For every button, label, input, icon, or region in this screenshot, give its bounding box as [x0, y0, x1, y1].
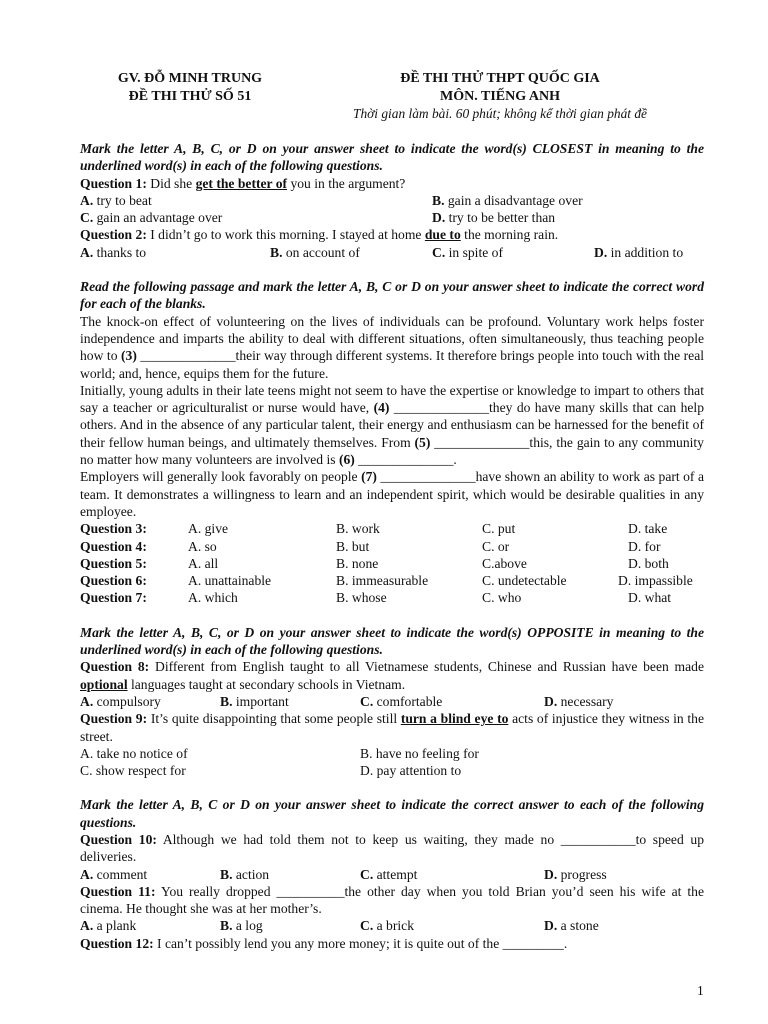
underlined-phrase: optional: [80, 676, 128, 692]
passage-paragraph-1: The knock-on effect of volunteering on the lives of individuals can be profound. Voluntary work helps foster independence and imparts the ability to deal with different situations, often simultaneously, thus teaching people how to (3) ______________their way through different systems. It therefore brings people into touch with the real world; and, hence, equips them for the future.: [80, 313, 705, 381]
question-4: Question 4: A. so B. but C. or D. for: [80, 538, 661, 554]
underlined-phrase: due to: [424, 227, 461, 243]
question-label: Question 1:: [80, 175, 147, 191]
question-5: Question 5: A. all B. none C.above D. both: [80, 555, 669, 571]
page-number: 1: [697, 983, 704, 998]
question-3: Question 3: A. give B. work C. put D. take: [80, 521, 668, 537]
question-8: Question 8: Different from English taught to all Vietnamese students, Chinese and Russian have been made optional languages taught at secondary schools in Vietnam.: [80, 659, 704, 692]
underlined-phrase: turn a blind eye to: [400, 711, 509, 727]
option-row: A. try to beat B. gain a disadvantage over: [80, 192, 583, 208]
question-11: Question 11: You really dropped __________the other day when you told Brian you’d seen his wife at the cinema. He thought she was at her mother’s.: [80, 883, 705, 917]
question-12: Question 12: I can’t possibly lend you any more money; it is quite out of the _________.: [80, 935, 568, 951]
question-9: Question 9: It’s quite disappointing that some people still turn a blind eye to acts of injustice they witness in the street.: [80, 711, 705, 744]
time-note: Thời gian làm bài. 60 phút; không kể thời gian phát đề: [353, 106, 647, 121]
question-1: Question 1: Did she get the better of you in the argument?: [80, 175, 406, 191]
header-right: [300, 70, 700, 123]
option-row: A. a plank B. a log C. a brick D. a stone: [80, 918, 599, 934]
exam-title: ĐỀ THI THỬ THPT QUỐC GIA: [400, 71, 600, 86]
option-row: A. thanks to B. on account of C. in spite of D. in addition to: [80, 244, 684, 260]
exam-content: [80, 140, 704, 952]
section-2-instruction: Read the following passage and mark the letter A, B, C or D on your answer sheet to indicate the correct word for each of the blanks.: [80, 279, 704, 312]
teacher-name: GV. ĐỖ MINH TRUNG: [117, 71, 263, 86]
option-row: A. comment B. action C. attempt D. progress: [80, 866, 607, 882]
option-row: C. gain an advantage over D. try to be better than: [80, 210, 556, 226]
question-7: Question 7: A. which B. whose C. who D. what: [80, 590, 672, 606]
question-2: Question 2: I didn’t go to work this morning. I stayed at home due to the morning rain.: [80, 227, 559, 243]
header-left: [80, 70, 300, 105]
test-number: ĐỀ THI THỬ SỐ 51: [128, 88, 252, 104]
option-row: A. take no notice of B. have no feeling for: [80, 745, 479, 761]
question-6: Question 6: A. unattainable B. immeasurable C. undetectable D. impassible: [80, 573, 693, 589]
passage-paragraph-2: Initially, young adults in their late teens might not seem to have the expertise or knowledge to impart to others that say a teacher or agriculturalist or nurse would have, (4) ______________they do have many skills that can help others. And in the absence of any particular talent, their energy and enthusiasm can be harnessed for the benefit of their fellow human beings, and ultimately themselves. From (5) ______________this, the gain to any community no matter how many volunteers are involved is (6) ______________.: [80, 382, 704, 468]
subject-title: MÔN. TIẾNG ANH: [440, 88, 560, 104]
underlined-phrase: get the better of: [195, 175, 288, 191]
section-4-instruction: Mark the letter A, B, C or D on your answer sheet to indicate the correct answer to each of the following questions.: [80, 797, 704, 830]
question-10: Question 10: Although we had told them not to keep us waiting, they made no ___________to speed up deliveries.: [80, 831, 704, 865]
option-row: A. compulsory B. important C. comfortable D. necessary: [80, 693, 614, 709]
section-3-instruction: Mark the letter A, B, C, or D on your answer sheet to indicate the word(s) OPPOSITE in meaning to the underlined word(s) in each of the following questions.: [80, 624, 704, 658]
option-row: C. show respect for D. pay attention to: [80, 763, 462, 779]
passage-paragraph-3: Employers will generally look favorably on people (7) ______________have shown an ability to work as part of a team. It demonstrates a willingness to learn and an independent spirit, which would be desirable qualities in any employee.: [80, 469, 704, 519]
section-1-instruction: Mark the letter A, B, C, or D on your answer sheet to indicate the word(s) CLOSEST in meaning to the underlined word(s) in each of the following questions.: [80, 141, 704, 174]
